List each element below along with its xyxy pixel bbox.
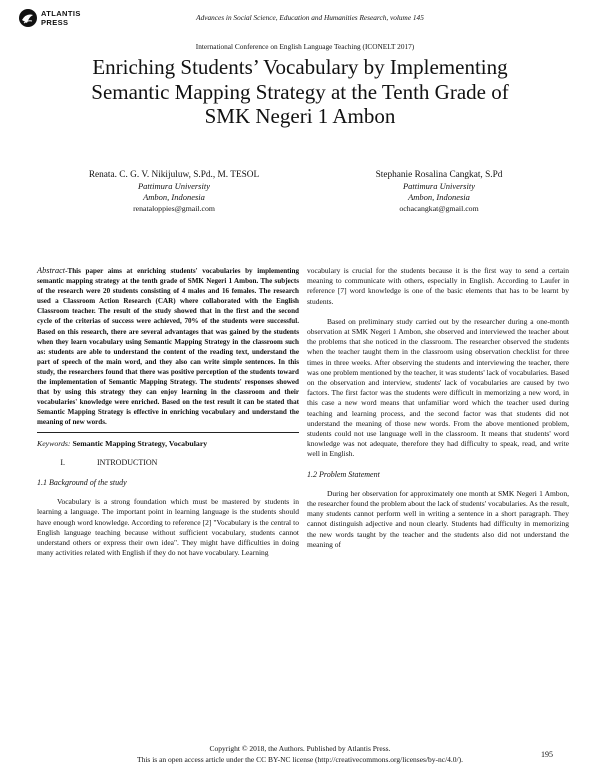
page-footer: [0, 744, 600, 765]
keywords-text: Semantic Mapping Strategy, Vocabulary: [72, 438, 208, 448]
author-city: Ambon, Indonesia: [408, 192, 470, 202]
license-notice: This is an open access article under the CC BY-NC license (http://creativecommons.org/licenses/by-nc/4.0/).: [136, 754, 464, 764]
keywords: [37, 439, 299, 449]
subsection-heading-problem-statement: 1.2 Problem Statement: [307, 469, 380, 479]
author-block-2: [329, 170, 549, 214]
keywords-label: Keywords:: [37, 438, 71, 448]
body-paragraph: Based on preliminary study carried out by the researcher during a one-month observation at SMK Negeri 1 Ambon, she observed and interviewed the teacher about the problems that she noticed in the classroom. The researcher observed the students when the teacher taught them in the classroom using observation checklist for three times in three weeks. After observing the students and interviewing the teacher, there was one problem mentioned by the teacher, it was students' lack of vocabularies. Based on the observation and interview, students' lack of vocabularies are caused by two factors. The first factor was the students were difficult in memorizing a new word, in this case a new word means that unfamiliar word which the teacher used during teaching and learning process, and the second factor was that students did not understand the meaning of those new words. From the above mentioned problem, students could not use language well in the classroom. It means that students' word knowledge was not adequate, therefore they had difficulty to speak, read, and write well in English.: [307, 316, 570, 459]
abstract-text: -This paper aims at enriching students' vocabularies by implementing semantic mapping strategy at the tenth grade of SMK Negeri 1 Ambon. The subjects of the research were 20 students consisting of 4 males and 16 females. The research used a Classroom Action Research (CAR) where collaborated with the English Classroom teacher. The result of the study showed that in the first and the second cycle of the criterias of success were achieved, 70% of the students were successful. Based on this research, there are several advantages that was gained by the students when they learn vocabulary using Semantic Mapping Strategy in the classroom such as: students are able to understand the content of the reading text, understand the part of speech of the main word, and they also can write simple sentences. In this study, the researchers found that there was positive perception of the students toward the implementation of Semantic Mapping Strategy. The students' responses showed that by using this strategy they can enjoy learning in the classroom and their vocabularies' knowledge were enriched. Based on the test result it can be stated that Semantic Mapping Strategy is effective in enriching vocabulary and understand the meaning of new words.: [37, 267, 299, 427]
publisher-name-line2: PRESS: [41, 18, 69, 27]
right-column: [307, 266, 569, 560]
title-line-3: SMK Negeri 1 Ambon: [204, 104, 396, 128]
body-paragraph: Vocabulary is a strong foundation which must be mastered by students in learning a language. The important point in learning language is the students should have enough word knowledge. According to reference [2] "Vocabulary is the central to English language teaching because without sufficient vocabulary, students cannot understand others or express their own idea". They might have difficulties in doing many activities related with English if they do not have vocabulary. Learning: [37, 497, 299, 558]
author-university: Pattimura University: [137, 181, 210, 191]
title-line-2: Semantic Mapping Strategy at the Tenth Grade of: [91, 79, 509, 104]
author-email: renataloppies@gmail.com: [133, 204, 215, 213]
abstract: [37, 266, 299, 428]
author-name: Renata. C. G. V. Nikijuluw, S.Pd., M. TESOL: [88, 170, 260, 180]
author-university: Pattimura University: [402, 181, 475, 191]
paper-title: [40, 55, 560, 129]
title-line-1: Enriching Students’ Vocabulary by Implementing: [92, 55, 508, 79]
section-number: I.: [60, 457, 65, 467]
author-city: Ambon, Indonesia: [143, 192, 205, 202]
author-email: ochacangkat@gmail.com: [399, 204, 479, 213]
copyright-notice: Copyright © 2018, the Authors. Published by Atlantis Press.: [209, 744, 391, 753]
author-name: Stephanie Rosalina Cangkat, S.Pd: [375, 170, 503, 180]
author-block-1: [64, 170, 284, 214]
subsection-heading-background: 1.1 Background of the study: [37, 477, 127, 487]
section-title: INTRODUCTION: [97, 457, 158, 467]
abstract-label: Abstract: [37, 266, 66, 275]
journal-header: Advances in Social Science, Education and Humanities Research, volume 145: [196, 13, 424, 22]
left-column: [37, 266, 299, 568]
body-paragraph: During her observation for approximately one month at SMK Negeri 1 Ambon, the researcher found the problem about the lack of students' vocabularies. As the result, many students cannot perform well in writing a sentence in a short paragraph. They cannot distinguish adjective and noun clearly. Students had difficulty in memorizing the new words taught by the teacher and the students also did not understand the meaning of: [307, 488, 569, 549]
page-number: 195: [541, 750, 553, 759]
conference-header: International Conference on English Language Teaching (ICONELT 2017): [195, 42, 415, 51]
section-heading-introduction: [37, 458, 299, 468]
body-paragraph: vocabulary is crucial for the students because it is the first way to send a certain meaning to communicate with others, especially in English. According to Laufer in reference [7] word knowledge is one of the basic elements that has to be learnt by students.: [307, 266, 569, 306]
abstract-divider: [37, 432, 299, 433]
publisher-name-line1: ATLANTIS: [41, 9, 81, 18]
